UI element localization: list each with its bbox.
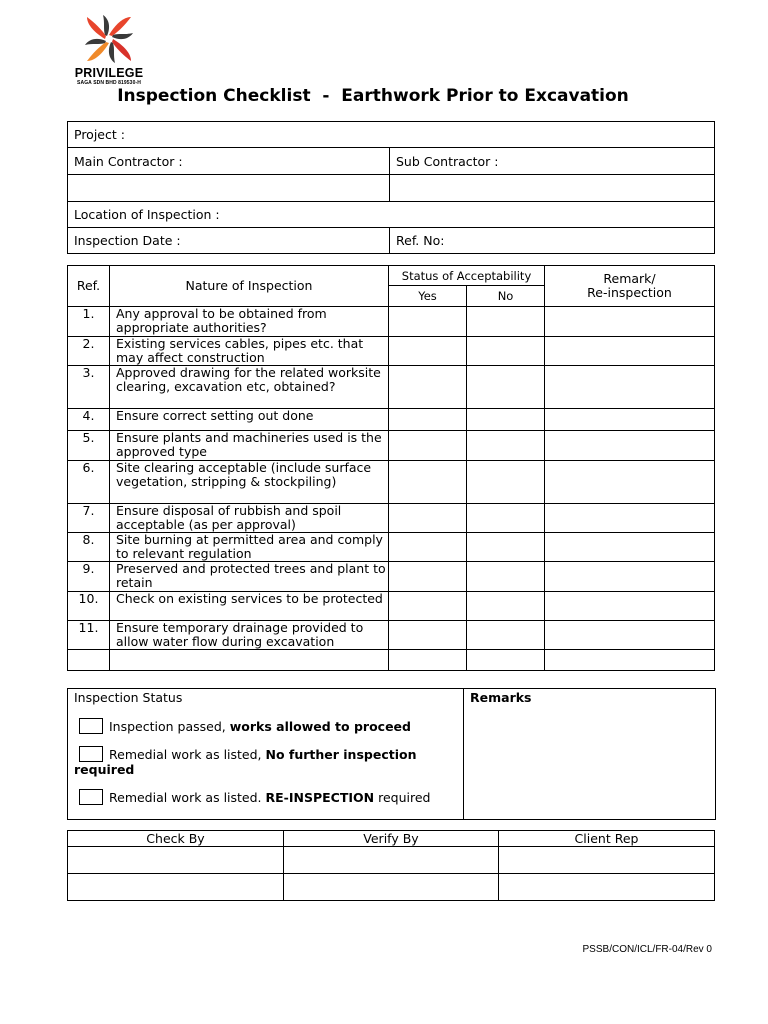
main-contractor-field[interactable]: Main Contractor : bbox=[68, 148, 390, 175]
ref-no-field[interactable]: Ref. No: bbox=[390, 228, 715, 254]
table-row bbox=[68, 307, 715, 337]
item-yes-cell[interactable] bbox=[389, 562, 467, 592]
item-yes-cell[interactable] bbox=[389, 337, 467, 366]
header-remark bbox=[545, 266, 715, 307]
item-ref: 8. bbox=[68, 533, 110, 562]
item-yes-cell[interactable] bbox=[389, 431, 467, 461]
item-nature: Existing services cables, pipes etc. that may affect construction bbox=[110, 337, 389, 366]
item-nature: Any approval to be obtained from appropriate authorities? bbox=[110, 307, 389, 337]
no-further-checkbox[interactable] bbox=[79, 746, 103, 762]
location-field[interactable]: Location of Inspection : bbox=[68, 202, 715, 228]
remarks-label: Remarks bbox=[470, 690, 532, 705]
header-no: No bbox=[467, 286, 545, 307]
item-remark-cell[interactable] bbox=[545, 621, 715, 650]
client-rep-date[interactable] bbox=[499, 874, 715, 901]
item-no-cell[interactable] bbox=[467, 504, 545, 533]
item-nature: Ensure plants and machineries used is the approved type bbox=[110, 431, 389, 461]
header-remark-line2: Re-inspection bbox=[587, 285, 672, 300]
table-row bbox=[68, 650, 715, 671]
option-passed bbox=[74, 718, 454, 734]
logo-brand-text: PRIVILEGE bbox=[74, 66, 144, 80]
inspection-date-field[interactable]: Inspection Date : bbox=[68, 228, 390, 254]
item-no-cell[interactable] bbox=[467, 307, 545, 337]
item-no-cell[interactable] bbox=[467, 337, 545, 366]
item-nature: Ensure correct setting out done bbox=[110, 409, 389, 431]
table-row bbox=[68, 431, 715, 461]
item-remark-cell[interactable] bbox=[545, 533, 715, 562]
item-remark-cell[interactable] bbox=[545, 592, 715, 621]
item-ref: 5. bbox=[68, 431, 110, 461]
item-nature: Preserved and protected trees and plant to retain bbox=[110, 562, 389, 592]
table-row bbox=[68, 409, 715, 431]
table-row bbox=[68, 366, 715, 409]
verify-by-date[interactable] bbox=[284, 874, 499, 901]
item-ref: 3. bbox=[68, 366, 110, 409]
item-remark-cell[interactable] bbox=[545, 409, 715, 431]
inspection-status-panel bbox=[67, 688, 716, 820]
item-remark-cell[interactable] bbox=[545, 461, 715, 504]
item-remark-cell[interactable] bbox=[545, 504, 715, 533]
item-no-cell[interactable] bbox=[467, 562, 545, 592]
main-contractor-value[interactable] bbox=[68, 175, 390, 202]
item-ref: 6. bbox=[68, 461, 110, 504]
company-logo bbox=[70, 12, 148, 92]
item-nature: Check on existing services to be protected bbox=[110, 592, 389, 621]
item-remark-cell[interactable] bbox=[545, 307, 715, 337]
item-nature: Ensure disposal of rubbish and spoil acceptable (as per approval) bbox=[110, 504, 389, 533]
item-yes-cell[interactable] bbox=[389, 307, 467, 337]
sub-contractor-field[interactable]: Sub Contractor : bbox=[390, 148, 715, 175]
item-ref: 10. bbox=[68, 592, 110, 621]
item-remark-cell[interactable] bbox=[545, 562, 715, 592]
item-yes-cell[interactable] bbox=[389, 621, 467, 650]
item-no-cell[interactable] bbox=[467, 621, 545, 650]
item-yes-cell[interactable] bbox=[389, 533, 467, 562]
table-row bbox=[68, 504, 715, 533]
signoff-table bbox=[67, 830, 715, 901]
header-nature: Nature of Inspection bbox=[110, 266, 389, 307]
table-row bbox=[68, 461, 715, 504]
item-no-cell[interactable] bbox=[467, 461, 545, 504]
check-by-signature[interactable] bbox=[68, 847, 284, 874]
option-reinspection-tail: required bbox=[374, 790, 431, 805]
verify-by-signature[interactable] bbox=[284, 847, 499, 874]
item-ref bbox=[68, 650, 110, 671]
item-yes-cell[interactable] bbox=[389, 504, 467, 533]
inspection-status-options bbox=[68, 689, 464, 819]
option-no-further bbox=[74, 746, 454, 777]
item-nature: Site burning at permitted area and comply to relevant regulation bbox=[110, 533, 389, 562]
item-ref: 7. bbox=[68, 504, 110, 533]
option-reinspection bbox=[74, 789, 454, 805]
option-passed-bold: works allowed to proceed bbox=[229, 719, 411, 734]
option-reinspection-text: Remedial work as listed. bbox=[109, 790, 266, 805]
page-title: Inspection Checklist - Earthwork Prior to Excavation bbox=[117, 86, 629, 106]
table-row bbox=[68, 592, 715, 621]
table-row bbox=[68, 337, 715, 366]
item-no-cell[interactable] bbox=[467, 366, 545, 409]
item-no-cell[interactable] bbox=[467, 409, 545, 431]
item-ref: 9. bbox=[68, 562, 110, 592]
item-yes-cell[interactable] bbox=[389, 461, 467, 504]
item-ref: 11. bbox=[68, 621, 110, 650]
check-by-header: Check By bbox=[68, 831, 284, 847]
client-rep-signature[interactable] bbox=[499, 847, 715, 874]
client-rep-header: Client Rep bbox=[499, 831, 715, 847]
table-row bbox=[68, 533, 715, 562]
item-nature: Site clearing acceptable (include surface vegetation, stripping & stockpiling) bbox=[110, 461, 389, 504]
item-no-cell[interactable] bbox=[467, 431, 545, 461]
item-nature: Approved drawing for the related worksite clearing, excavation etc, obtained? bbox=[110, 366, 389, 409]
item-yes-cell[interactable] bbox=[389, 366, 467, 409]
logo-company-reg: SAGA SDN BHD 819530-H bbox=[77, 80, 141, 86]
option-no-further-bold: No further inspection required bbox=[74, 747, 417, 777]
option-passed-text: Inspection passed, bbox=[109, 719, 230, 734]
item-yes-cell[interactable] bbox=[389, 409, 467, 431]
verify-by-header: Verify By bbox=[284, 831, 499, 847]
item-remark-cell[interactable] bbox=[545, 366, 715, 409]
item-yes-cell[interactable] bbox=[389, 650, 467, 671]
inspection-status-label: Inspection Status bbox=[74, 690, 183, 705]
option-no-further-text: Remedial work as listed, bbox=[109, 747, 266, 762]
passed-checkbox[interactable] bbox=[79, 718, 103, 734]
header-remark-line1: Remark/ bbox=[603, 271, 656, 286]
item-nature: Ensure temporary drainage provided to allow water flow during excavation bbox=[110, 621, 389, 650]
form-code: PSSB/CON/ICL/FR-04/Rev 0 bbox=[582, 944, 712, 955]
project-field[interactable]: Project : bbox=[68, 122, 715, 148]
item-yes-cell[interactable] bbox=[389, 592, 467, 621]
table-row bbox=[68, 562, 715, 592]
item-remark-cell[interactable] bbox=[545, 337, 715, 366]
sub-contractor-value[interactable] bbox=[390, 175, 715, 202]
item-remark-cell[interactable] bbox=[545, 650, 715, 671]
item-remark-cell[interactable] bbox=[545, 431, 715, 461]
check-by-date[interactable] bbox=[68, 874, 284, 901]
item-nature bbox=[110, 650, 389, 671]
header-ref: Ref. bbox=[68, 266, 110, 307]
project-info-table bbox=[67, 121, 715, 254]
header-yes: Yes bbox=[389, 286, 467, 307]
reinspection-checkbox[interactable] bbox=[79, 789, 103, 805]
item-no-cell[interactable] bbox=[467, 533, 545, 562]
item-ref: 4. bbox=[68, 409, 110, 431]
item-no-cell[interactable] bbox=[467, 650, 545, 671]
inspection-checklist-table bbox=[67, 265, 715, 671]
option-reinspection-bold: RE-INSPECTION bbox=[265, 790, 375, 805]
item-ref: 1. bbox=[68, 307, 110, 337]
header-status: Status of Acceptability bbox=[389, 266, 545, 286]
item-ref: 2. bbox=[68, 337, 110, 366]
item-no-cell[interactable] bbox=[467, 592, 545, 621]
privilege-logo-icon bbox=[80, 12, 138, 66]
table-row bbox=[68, 621, 715, 650]
